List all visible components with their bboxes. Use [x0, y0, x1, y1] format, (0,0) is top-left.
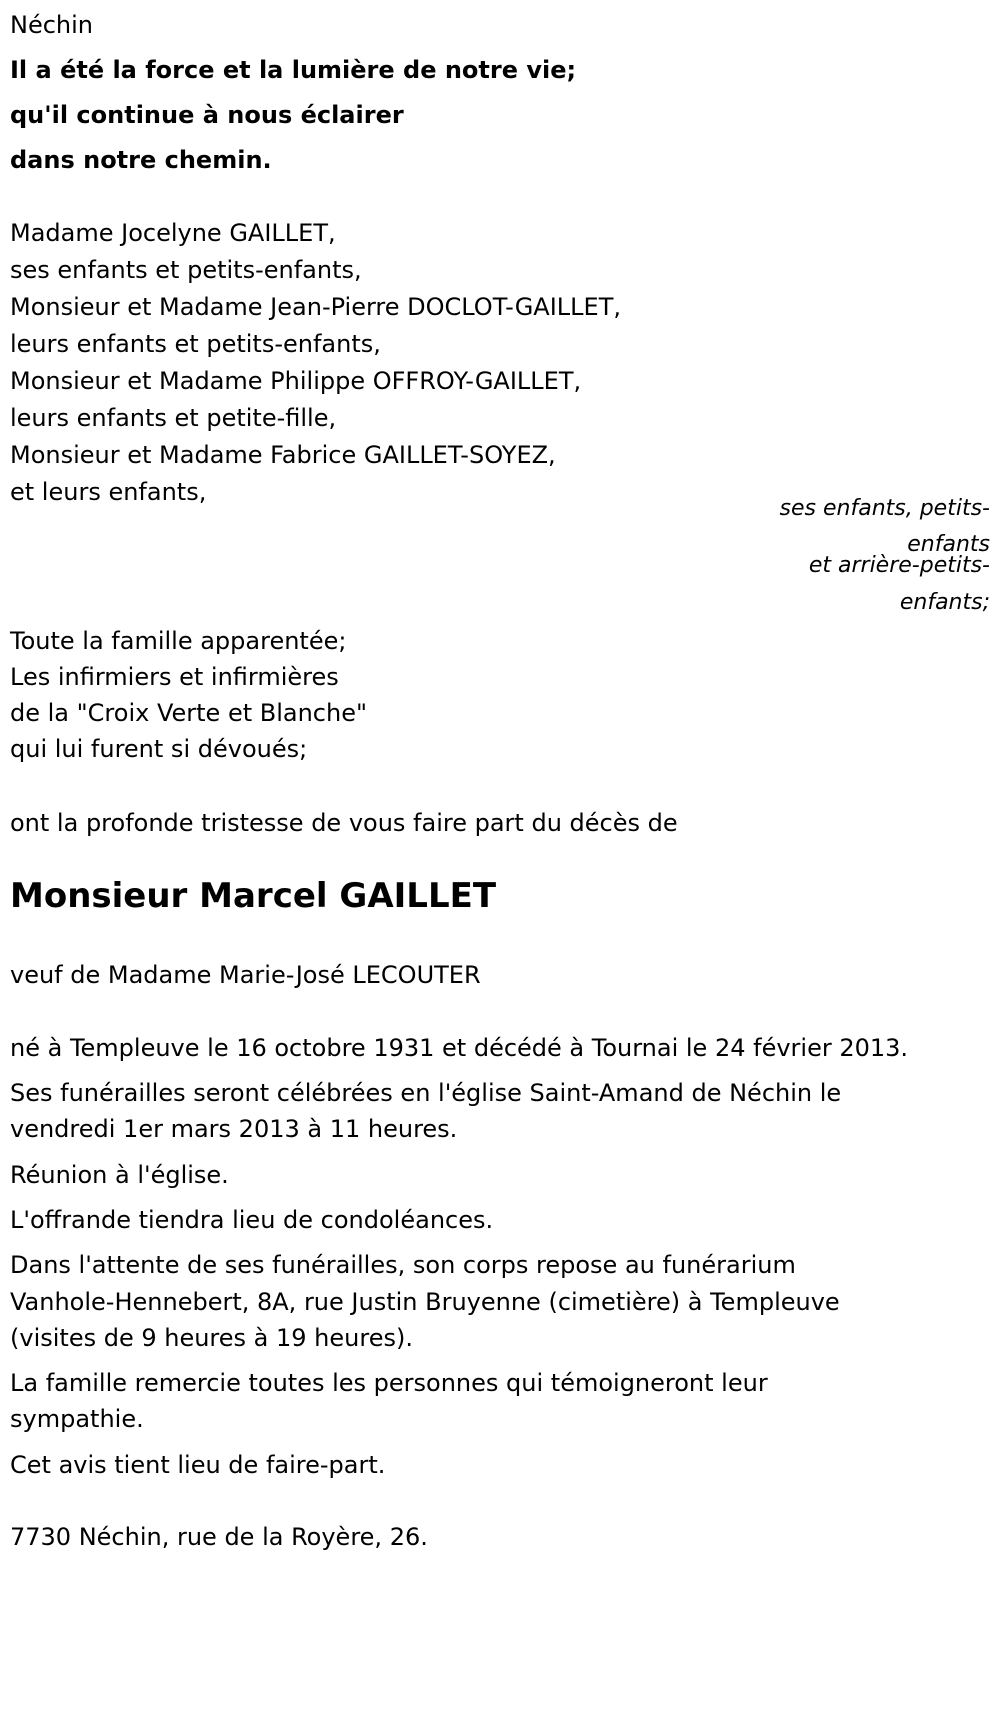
announcement-intro: ont la profonde tristesse de vous faire part du décès de — [10, 809, 678, 837]
family-line-2: ses enfants et petits-enfants, — [10, 256, 362, 284]
funeral-line-2: vendredi 1er mars 2013 à 11 heures. — [10, 1115, 458, 1143]
family-line-5: Monsieur et Madame Philippe OFFROY-GAILLET, — [10, 367, 582, 395]
notice-line: Cet avis tient lieu de faire-part. — [10, 1451, 386, 1479]
funeral-line-1: Ses funérailles seront célébrées en l'église Saint-Amand de Néchin le — [10, 1079, 842, 1107]
family-right-line-4: enfants; — [899, 590, 990, 615]
relatives-line-3: de la "Croix Verte et Blanche" — [10, 699, 368, 727]
family-right-line-3: et arrière-petits- — [808, 553, 990, 578]
relatives-line-1: Toute la famille apparentée; — [10, 627, 347, 655]
location-heading: Néchin — [10, 11, 94, 39]
family-line-3: Monsieur et Madame Jean-Pierre DOCLOT-GAILLET, — [10, 293, 621, 321]
epigraph-line-2: qu'il continue à nous éclairer — [10, 101, 404, 129]
family-right-line-1: ses enfants, petits- — [779, 496, 990, 521]
relatives-line-4: qui lui furent si dévoués; — [10, 735, 308, 763]
meeting-line: Réunion à l'église. — [10, 1161, 229, 1189]
repose-line-3: (visites de 9 heures à 19 heures). — [10, 1324, 413, 1352]
offering-line: L'offrande tiendra lieu de condoléances. — [10, 1206, 494, 1234]
epigraph-line-3: dans notre chemin. — [10, 146, 272, 174]
deceased-name: Monsieur Marcel GAILLET — [10, 876, 497, 916]
family-line-8: et leurs enfants, — [10, 478, 207, 506]
epigraph-line-1: Il a été la force et la lumière de notre vie; — [10, 56, 577, 84]
thanks-line-1: La famille remercie toutes les personnes qui témoigneront leur — [10, 1369, 768, 1397]
footer-address: 7730 Néchin, rue de la Royère, 26. — [10, 1523, 428, 1551]
thanks-line-2: sympathie. — [10, 1405, 144, 1433]
family-line-6: leurs enfants et petite-fille, — [10, 404, 337, 432]
repose-line-1: Dans l'attente de ses funérailles, son corps repose au funérarium — [10, 1251, 796, 1279]
family-line-4: leurs enfants et petits-enfants, — [10, 330, 381, 358]
family-line-7: Monsieur et Madame Fabrice GAILLET-SOYEZ, — [10, 441, 556, 469]
relatives-line-2: Les infirmiers et infirmières — [10, 663, 339, 691]
birth-death-line: né à Templeuve le 16 octobre 1931 et décédé à Tournai le 24 février 2013. — [10, 1034, 909, 1062]
spouse-line: veuf de Madame Marie-José LECOUTER — [10, 961, 481, 989]
family-right-line-2: enfants — [907, 532, 990, 557]
repose-line-2: Vanhole-Hennebert, 8A, rue Justin Bruyenne (cimetière) à Templeuve — [10, 1288, 840, 1316]
family-line-1: Madame Jocelyne GAILLET, — [10, 219, 336, 247]
